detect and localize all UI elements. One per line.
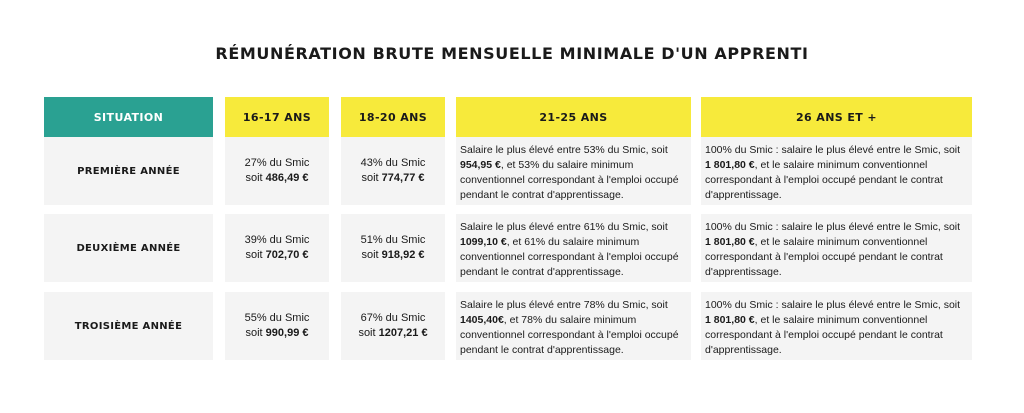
cell-pct: 55% du Smic — [244, 312, 310, 324]
page-title: RÉMUNÉRATION BRUTE MENSUELLE MINIMALE D'UN APPRENTI — [215, 44, 809, 63]
cell-pct: 27% du Smic — [244, 157, 310, 169]
cell-text: Salaire le plus élevé entre 78% du Smic, soit 1405,40€, et 78% du salaire minimum conventionnel correspondant à l'emploi occupé pendant le contrat d'apprentissage. — [460, 299, 679, 356]
cell-text: 100% du Smic : salaire le plus élevé entre le Smic, soit 1 801,80 €, et le salaire minimum conventionnel correspondant à l'emploi occupé pendant le contrat d'apprentissage. — [705, 221, 961, 278]
cell-amount-line: soit 1207,21 € — [358, 327, 428, 339]
cell-21-25 — [456, 292, 691, 360]
cell-pct: 51% du Smic — [360, 234, 426, 246]
amount: 1 801,80 € — [705, 314, 755, 326]
amount: 702,70 € — [265, 249, 309, 261]
header-situation: SITUATION — [44, 97, 213, 137]
row-label-premiere-annee: PREMIÈRE ANNÉE — [44, 137, 213, 205]
cell-amount-line: soit 702,70 € — [245, 249, 309, 261]
row-label-deuxieme-annee: DEUXIÈME ANNÉE — [44, 214, 213, 282]
header-18-20: 18-20 ANS — [341, 97, 445, 137]
cell-26-plus — [701, 214, 972, 282]
amount: 774,77 € — [381, 172, 425, 184]
cell-18-20 — [341, 292, 445, 360]
header-26-plus: 26 ANS ET + — [701, 97, 972, 137]
amount: 1405,40€ — [460, 314, 504, 326]
cell-text: 100% du Smic : salaire le plus élevé entre le Smic, soit 1 801,80 €, et le salaire minimum conventionnel correspondant à l'emploi occupé pendant le contrat d'apprentissage. — [705, 144, 961, 201]
cell-16-17 — [225, 292, 329, 360]
cell-amount-line: soit 774,77 € — [361, 172, 425, 184]
cell-pct: 39% du Smic — [244, 234, 310, 246]
cell-18-20 — [341, 214, 445, 282]
cell-amount-line: soit 990,99 € — [245, 327, 309, 339]
amount: 486,49 € — [265, 172, 309, 184]
cell-text: Salaire le plus élevé entre 53% du Smic, soit 954,95 €, et 53% du salaire minimum conventionnel correspondant à l'emploi occupé pendant le contrat d'apprentissage. — [460, 144, 679, 201]
cell-text: Salaire le plus élevé entre 61% du Smic, soit 1099,10 €, et 61% du salaire minimum conventionnel correspondant à l'emploi occupé pendant le contrat d'apprentissage. — [460, 221, 679, 278]
amount: 1 801,80 € — [705, 159, 755, 171]
amount: 918,92 € — [381, 249, 425, 261]
cell-26-plus — [701, 292, 972, 360]
amount: 990,99 € — [265, 327, 309, 339]
cell-16-17 — [225, 137, 329, 205]
cell-pct: 67% du Smic — [360, 312, 426, 324]
amount: 954,95 € — [460, 159, 501, 171]
amount: 1 801,80 € — [705, 236, 755, 248]
cell-21-25 — [456, 214, 691, 282]
amount: 1099,10 € — [460, 236, 507, 248]
cell-pct: 43% du Smic — [360, 157, 426, 169]
cell-amount-line: soit 486,49 € — [245, 172, 309, 184]
amount: 1207,21 € — [378, 327, 428, 339]
cell-21-25 — [456, 137, 691, 205]
cell-text: 100% du Smic : salaire le plus élevé entre le Smic, soit 1 801,80 €, et le salaire minimum conventionnel correspondant à l'emploi occupé pendant le contrat d'apprentissage. — [705, 299, 961, 356]
header-21-25: 21-25 ANS — [456, 97, 691, 137]
cell-16-17 — [225, 214, 329, 282]
header-16-17: 16-17 ANS — [225, 97, 329, 137]
row-label-troisieme-annee: TROISIÈME ANNÉE — [44, 292, 213, 360]
cell-amount-line: soit 918,92 € — [361, 249, 425, 261]
cell-18-20 — [341, 137, 445, 205]
cell-26-plus — [701, 137, 972, 205]
